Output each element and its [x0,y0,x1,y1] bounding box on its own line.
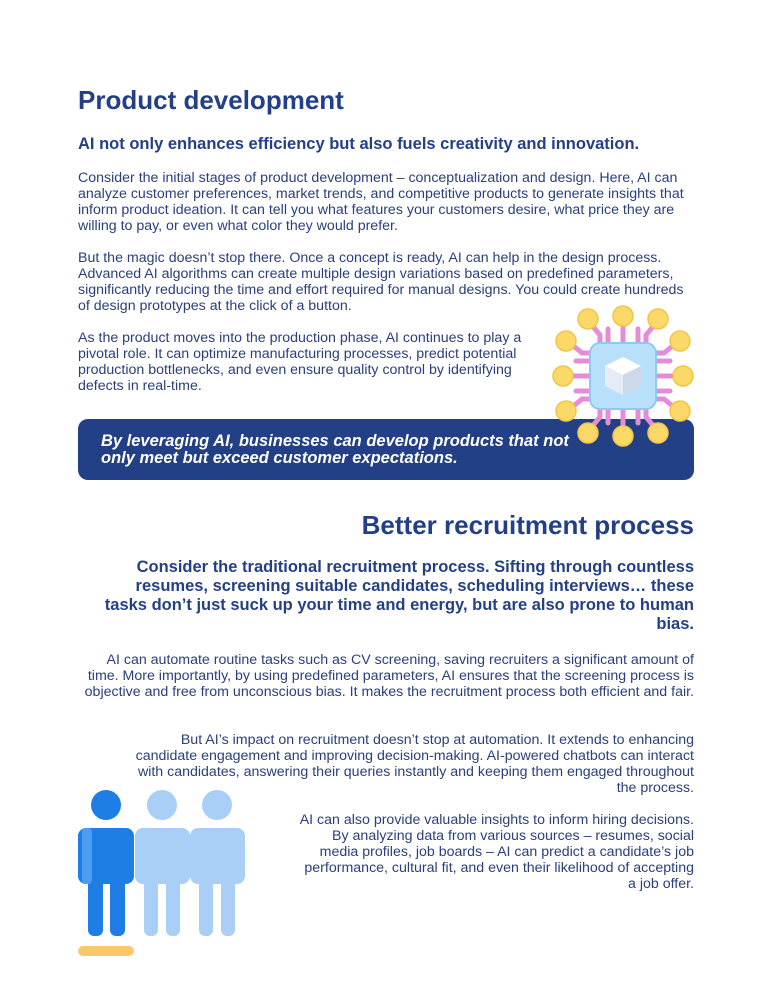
product-paragraph-3: As the product moves into the production phase, AI continues to play a pivotal role. It can optimize manufacturing processes, predict potential production bottlenecks, and even ensure quality control by identifying defects in real-time. [78,330,522,394]
product-paragraph-2: But the magic doesn’t stop there. Once a concept is ready, AI can help in the design process. Advanced AI algorithms can create multiple design variations based on predefined parameters, significantly reducing the time and effort required for manual designs. You could create hundreds of design prototypes at the click of a button. [78,250,684,314]
product-development-subtitle: AI not only enhances efficiency but also fuels creativity and innovation. [78,135,640,153]
ai-chip-icon [552,305,694,447]
banner-text: By leveraging AI, businesses can develop products that not only meet but exceed customer expectations. [101,432,569,467]
product-paragraph-1: Consider the initial stages of product development – conceptualization and design. Here, AI can analyze customer preferences, market trends, and competitive products to generate insights that inform product ideation. It can tell you what features your customers desire, what price they are willing to pay, or even what color they would prefer. [78,170,684,234]
recruitment-subtitle: Consider the traditional recruitment process. Sifting through countless resumes, screening suitable candidates, scheduling interviews… these tasks don’t just suck up your time and energy, but are also prone to human bias. [104,558,694,633]
recruitment-paragraph-2: But AI’s impact on recruitment doesn’t stop at automation. It extends to enhancing candidate engagement and improving decision-making. AI-powered chatbots can interact with candidates, answering their queries instantly and keeping them engaged throughout the process. [135,732,694,796]
recruitment-paragraph-3: AI can also provide valuable insights to inform hiring decisions. By analyzing data from various sources – resumes, social media profiles, job boards – AI can predict a candidate’s job performance, cultural fit, and even their likelihood of accepting a job offer. [299,812,694,892]
recruitment-title: Better recruitment process [361,510,694,540]
product-development-title: Product development [78,85,344,115]
people-group-icon [78,788,248,960]
recruitment-paragraph-1: AI can automate routine tasks such as CV screening, saving recruiters a significant amount of time. More importantly, by using predefined parameters, AI ensures that the screening process is objective and free from unconscious bias. It makes the recruitment process both efficient and fair. [84,652,694,700]
